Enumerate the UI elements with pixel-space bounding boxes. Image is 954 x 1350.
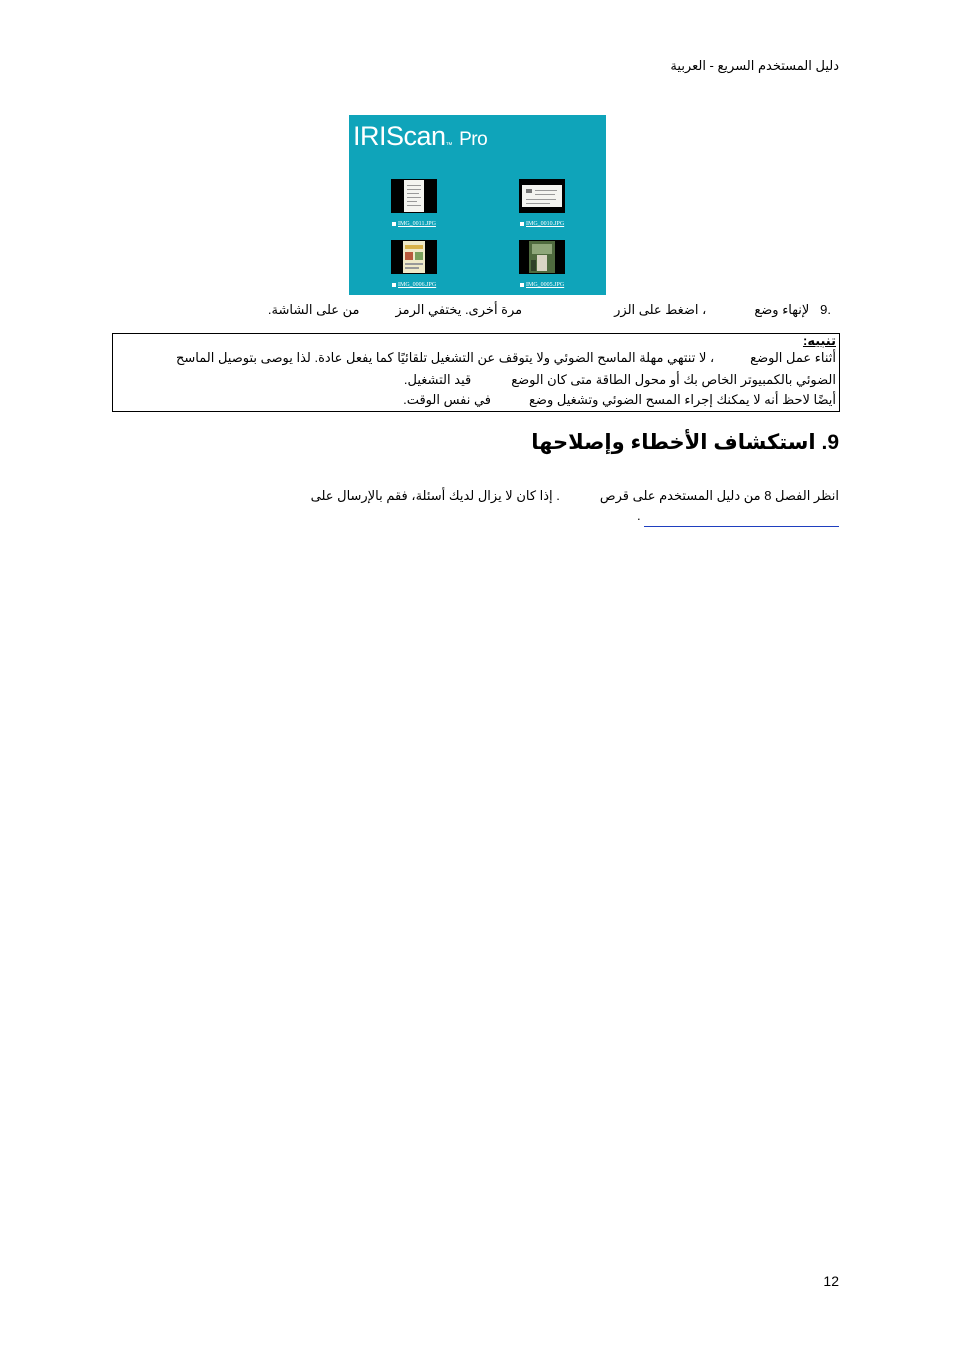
thumbnail-image[interactable]	[391, 240, 437, 274]
app-title-main: IRIScan	[353, 121, 446, 151]
sentence-end: .	[637, 508, 641, 523]
page-number: 12	[823, 1273, 839, 1289]
trademark-mark: ™	[445, 142, 453, 149]
note-line: الضوئي بالكمبيوتر الخاص بك أو محول الطاقة متى كان الوضعقيد التشغيل.	[403, 372, 836, 387]
thumbnail-image[interactable]	[391, 179, 437, 213]
thumbnail-label[interactable]: IMG_0005.JPG	[520, 282, 564, 288]
iriscan-app-screenshot	[349, 115, 606, 295]
thumbnail-label[interactable]: IMG_0010.JPG	[520, 221, 564, 227]
note-line: أيضًا لاحظ أنه لا يمكنك إجراء المسح الضوئي وتشغيل وضعفي نفس الوقت.	[403, 392, 836, 407]
step-number: .9	[820, 302, 831, 317]
step-text: من على الشاشة.	[267, 302, 360, 317]
support-paragraph: انظر الفصل 8 من دليل المستخدم على قرص. إذا كان لا يزال لديك أسئلة، فقم بالإرسال على	[310, 488, 839, 503]
step-text: مرة أخرى. يختفي الرمز	[395, 302, 523, 317]
app-title-suffix: Pro	[459, 129, 488, 150]
note-title: تنبيه:	[802, 333, 836, 348]
thumbnail-label[interactable]: IMG_0006.JPG	[392, 282, 436, 288]
note-line: أثناء عمل الوضع، لا تنتهي مهلة الماسح الضوئي ولا يتوقف عن التشغيل تلقائيًا كما يفعل عادة. لذا يوصى بتوصيل الماسح	[176, 350, 836, 365]
page-header: دليل المستخدم السريع - العربية	[670, 58, 839, 73]
thumbnail-image[interactable]	[519, 179, 565, 213]
support-link[interactable]	[644, 508, 839, 527]
app-title	[353, 117, 487, 159]
step-text: ، اضغط على الزر	[614, 302, 707, 317]
thumbnail-image[interactable]	[519, 240, 565, 274]
step-text: لإنهاء وضع	[754, 302, 810, 317]
step-9	[268, 302, 831, 318]
thumbnail-label[interactable]: IMG_0011.JPG	[392, 221, 436, 227]
section-number: 9.	[821, 431, 839, 454]
section-title: استكشاف الأخطاء وإصلاحها	[531, 431, 816, 454]
note-box	[112, 333, 840, 412]
section-heading	[531, 430, 839, 455]
